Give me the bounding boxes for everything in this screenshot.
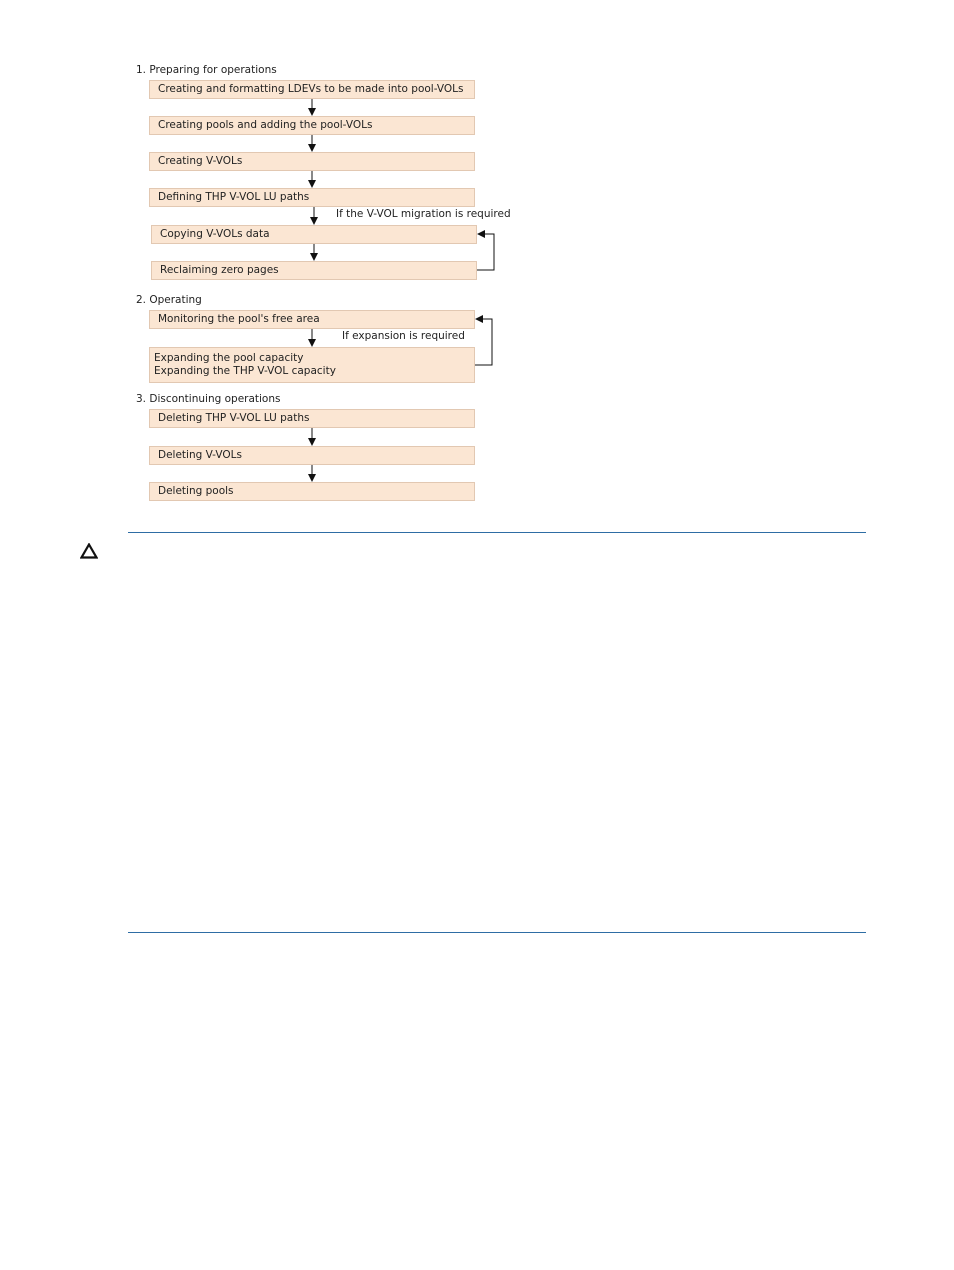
loop-back-arrow	[475, 319, 492, 365]
step-delete-vvols	[149, 446, 475, 465]
section-heading-operating: 2. Operating	[136, 294, 202, 306]
caution-triangle-icon	[80, 543, 98, 559]
step-create-format-ldevs	[149, 80, 475, 99]
step-copy-vvols-data	[151, 225, 477, 244]
step-label: Monitoring the pool's free area	[158, 313, 320, 325]
bottom-rule	[128, 932, 866, 933]
section-heading-discontinuing: 3. Discontinuing operations	[136, 393, 281, 405]
step-label: Creating pools and adding the pool-VOLs	[158, 119, 373, 131]
step-label: Defining THP V-VOL LU paths	[158, 191, 310, 203]
step-label-vvol-capacity: Expanding the THP V-VOL capacity	[154, 365, 336, 377]
step-define-lu-paths	[149, 188, 475, 207]
step-label: Creating V-VOLs	[158, 155, 243, 167]
section-heading-preparing: 1. Preparing for operations	[136, 64, 277, 76]
step-delete-lu-paths	[149, 409, 475, 428]
step-reclaim-zero-pages	[151, 261, 477, 280]
step-monitor-free-area	[149, 310, 475, 329]
step-label: Reclaiming zero pages	[160, 264, 279, 276]
step-expand-capacity	[149, 347, 475, 383]
step-label: Creating and formatting LDEVs to be made into pool-VOLs	[158, 83, 464, 95]
step-label: Deleting pools	[158, 485, 234, 497]
step-create-vvols	[149, 152, 475, 171]
top-rule	[128, 532, 866, 533]
step-label: Copying V-VOLs data	[160, 228, 270, 240]
step-label: Deleting V-VOLs	[158, 449, 242, 461]
loop-back-arrow	[477, 234, 494, 270]
condition-expansion: If expansion is required	[342, 330, 465, 342]
condition-migration: If the V-VOL migration is required	[336, 208, 511, 220]
step-create-pools	[149, 116, 475, 135]
step-label: Deleting THP V-VOL LU paths	[158, 412, 310, 424]
step-label-pool-capacity: Expanding the pool capacity	[154, 352, 304, 364]
step-delete-pools	[149, 482, 475, 501]
